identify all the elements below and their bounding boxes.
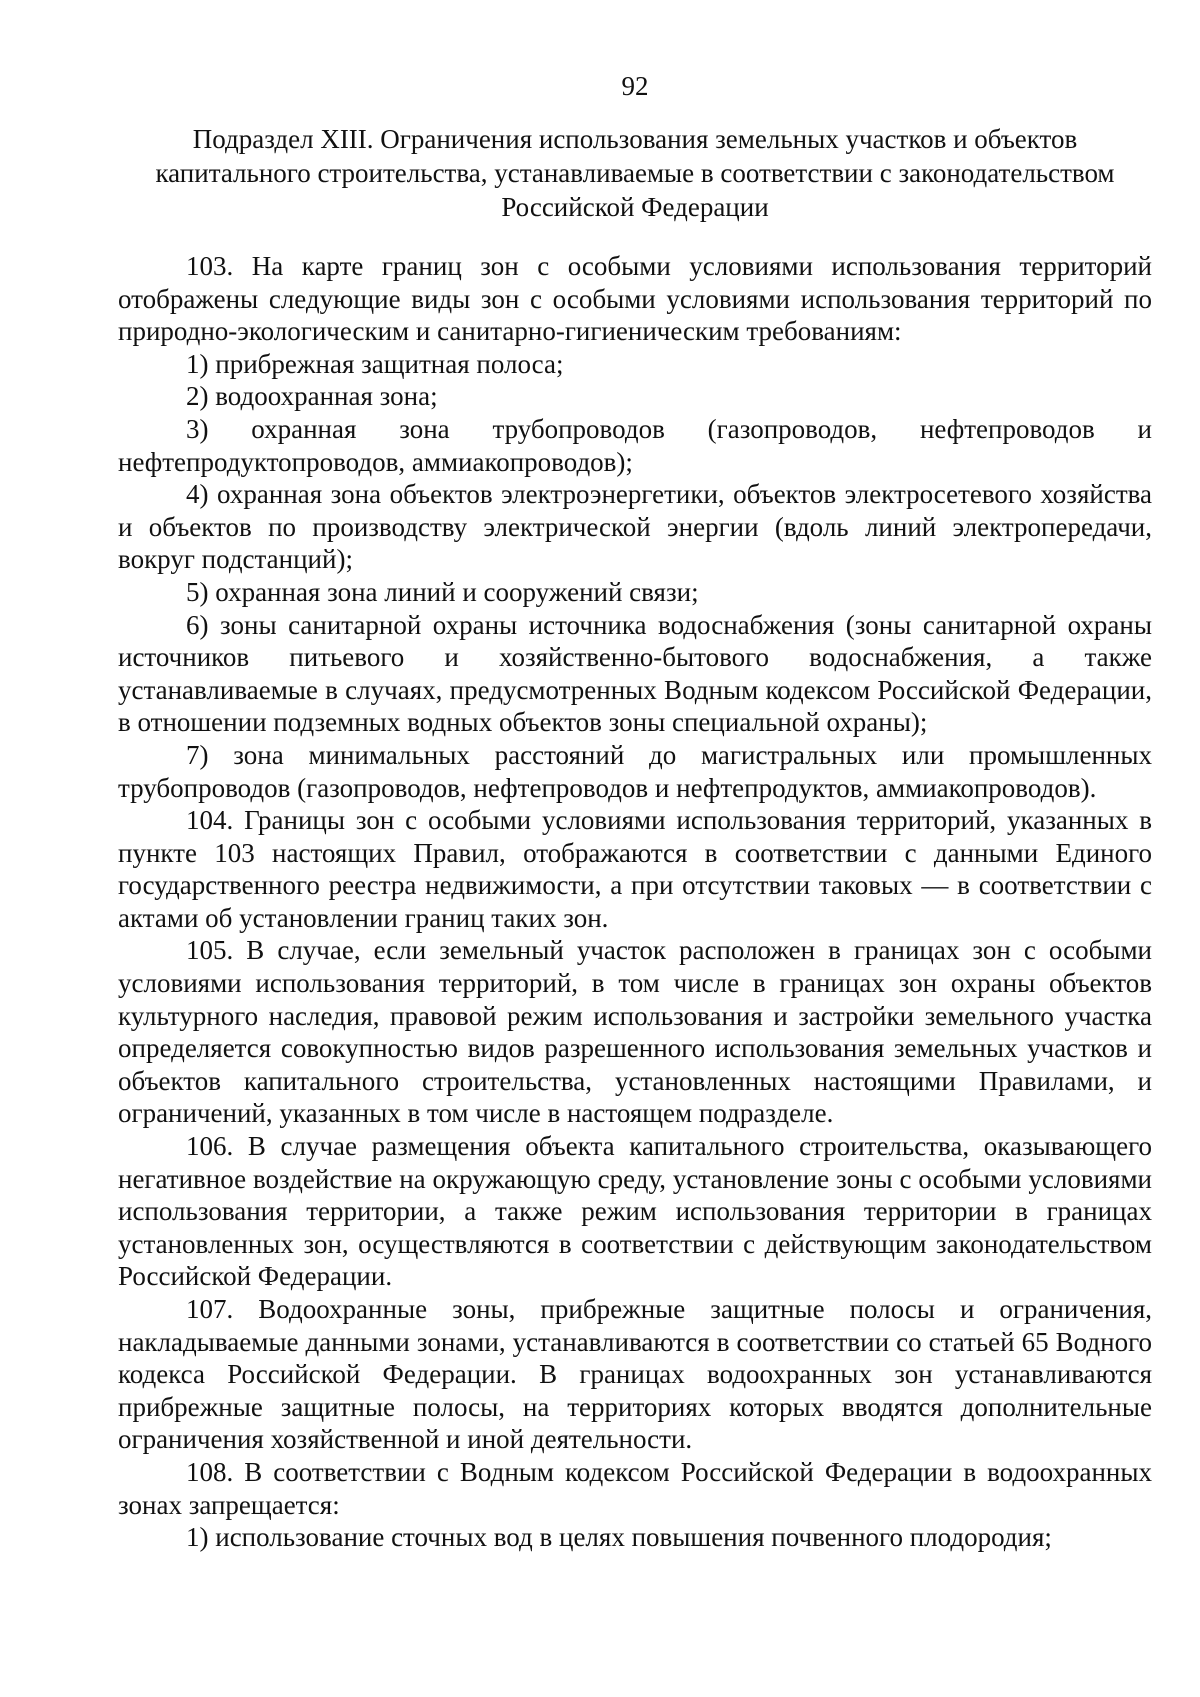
section-title-line: капитального строительства, устанавливаемые в соответствии с законодательством [155,158,1115,188]
section-title-line: Российской Федерации [501,192,769,222]
page-number: 92 [621,71,649,101]
section-title-line: Подраздел XIII. Ограничения использования земельных участков и объектов [192,124,1078,154]
list-item-108-1: 1) использование сточных вод в целях повышения почвенного плодородия; [186,1522,1052,1553]
paragraph-104: 104. Границы зон с особыми условиями использования территорий, указанных в пункте 103 настоящих Правил, отображаются в соответствии с данными Единого государственного реестра недвижимости, а при отсутствии таковых — в соответствии с актами об установлении границ таких зон. [118,805,1152,933]
list-item-4: 4) охранная зона объектов электроэнергетики, объектов электросетевого хозяйства и объектов по производству электрической энергии (вдоль линий электропередачи, вокруг подстанций); [118,479,1152,575]
list-item-5: 5) охранная зона линий и сооружений связи; [186,576,699,607]
paragraph-103: 103. На карте границ зон с особыми условиями использования территорий отображены следующие виды зон с особыми условиями использования территорий по природно-экологическим и санитарно-гигиеническим требованиям: [118,251,1152,347]
list-item-7: 7) зона минимальных расстояний до магистральных или промышленных трубопроводов (газопроводов, нефтепроводов и нефтепродуктов, аммиакопроводов). [118,739,1152,803]
paragraph-107: 107. Водоохранные зоны, прибрежные защитные полосы и ограничения, накладываемые данными зонами, устанавливаются в соответствии со статьей 65 Водного кодекса Российской Федерации. В границах водоохранных зон устанавливаются прибрежные защитные полосы, на территориях которых вводятся дополнительные ограничения хозяйственной и иной деятельности. [118,1294,1152,1455]
paragraph-105: 105. В случае, если земельный участок расположен в границах зон с особыми условиями использования территорий, в том числе в границах зон охраны объектов культурного наследия, правовой режим использования и застройки земельного участка определяется совокупностью видов разрешенного использования земельных участков и объектов капитального строительства, установленных настоящими Правилами, и ограничений, указанных в том числе в настоящем подразделе. [118,935,1152,1129]
list-item-2: 2) водоохранная зона; [186,381,438,412]
section-title [118,122,1152,224]
document-body [118,250,1152,1554]
list-item-6: 6) зоны санитарной охраны источника водоснабжения (зоны санитарной охраны источников питьевого и хозяйственно-бытового водоснабжения, а также устанавливаемые в случаях, предусмотренных Водным кодексом Российской Федерации, в отношении подземных водных объектов зоны специальной охраны); [118,609,1152,738]
paragraph-106: 106. В случае размещения объекта капитального строительства, оказывающего негативное воздействие на окружающую среду, установление зоны с особыми условиями использования территории, а также режим использования территории в границах установленных зон, осуществляются в соответствии с действующим законодательством Российской Федерации. [118,1131,1152,1292]
paragraph-108: 108. В соответствии с Водным кодексом Российской Федерации в водоохранных зонах запрещается: [118,1456,1152,1520]
list-item-1: 1) прибрежная защитная полоса; [186,348,564,379]
list-item-3: 3) охранная зона трубопроводов (газопроводов, нефтепроводов и нефтепродуктопроводов, аммиакопроводов); [118,413,1152,477]
